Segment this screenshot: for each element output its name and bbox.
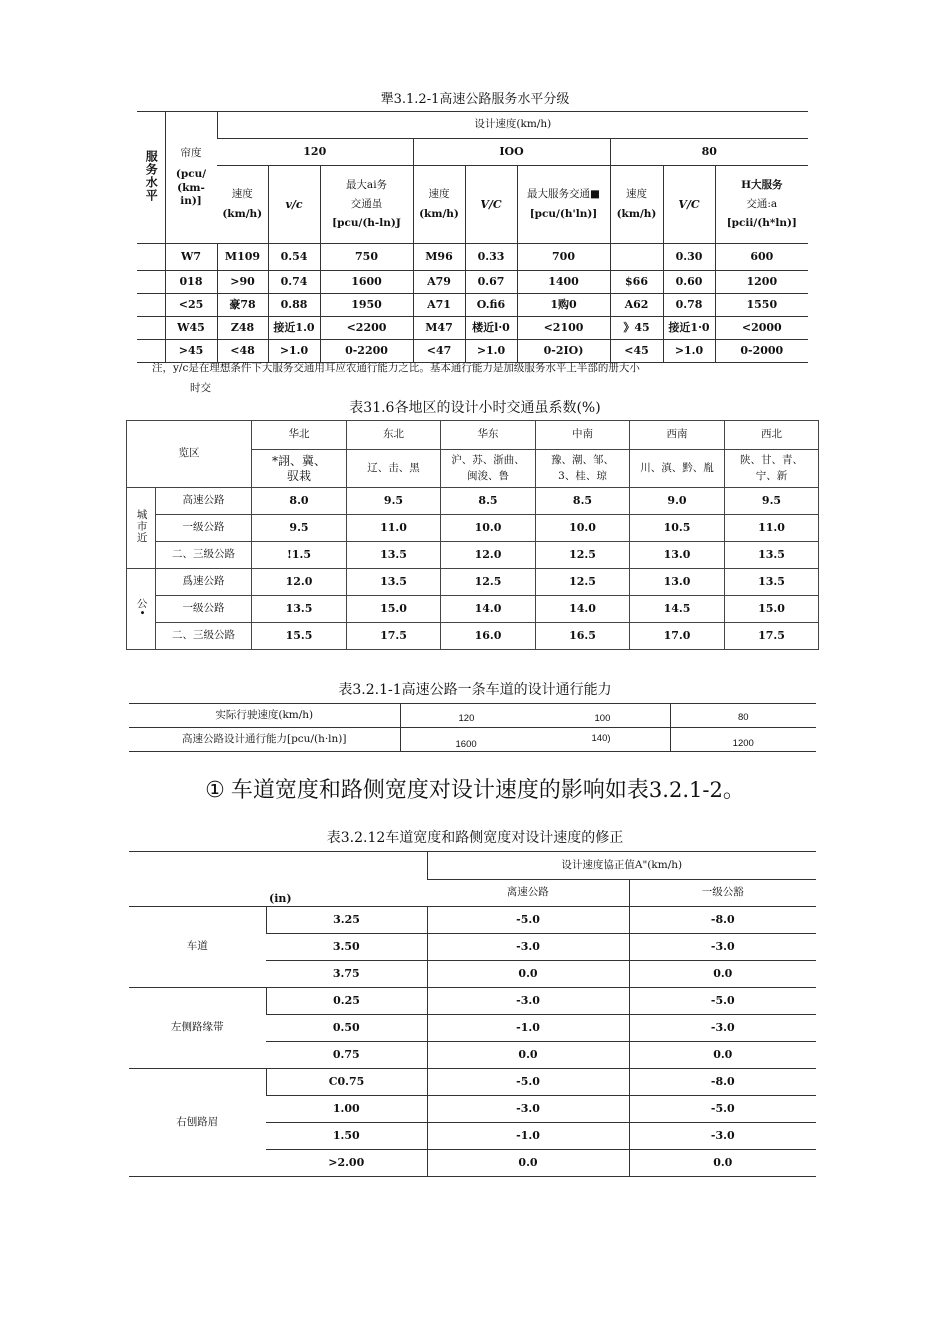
table1-cell: 0.78 xyxy=(663,294,715,317)
table1-cell: O.fi6 xyxy=(465,294,517,317)
factor-value: 11.0 xyxy=(725,515,819,542)
factor-value: 16.0 xyxy=(441,623,536,650)
factor-value: 15.0 xyxy=(725,596,819,623)
factor-value: 13.5 xyxy=(347,569,441,596)
correction-value: 0.0 xyxy=(427,1150,629,1177)
vc-subheader: V/C xyxy=(663,166,715,244)
correction-value: 0.0 xyxy=(629,961,816,988)
max-flow-subheader: 最大服务交通■ [pcu/(h'ln)] xyxy=(517,166,610,244)
factor-value: 9.5 xyxy=(347,488,441,515)
factor-row xyxy=(127,542,819,569)
correction-value: -3.0 xyxy=(427,1096,629,1123)
table1-cell: <47 xyxy=(413,340,465,363)
table1-cell: W45 xyxy=(165,317,217,340)
table1-cell: 600 xyxy=(715,244,808,271)
table1-cell: 楼近l·0 xyxy=(465,317,517,340)
factor-row xyxy=(127,569,819,596)
road-class-label: 高速公路 xyxy=(156,488,252,515)
table1-cell: <2200 xyxy=(320,317,413,340)
correction-value: -3.0 xyxy=(629,934,816,961)
table1-cell: 0.88 xyxy=(268,294,320,317)
service-level-cell xyxy=(137,294,165,317)
correction-value: -3.0 xyxy=(427,988,629,1015)
capacity-value-80: 1200 xyxy=(670,728,816,752)
table1-cell: $66 xyxy=(610,271,663,294)
width-value: 3.75 xyxy=(266,961,427,988)
factor-value: 8.0 xyxy=(252,488,347,515)
correction-value: 0.0 xyxy=(427,1042,629,1069)
table1-cell: 接近1.0 xyxy=(268,317,320,340)
speed-80-header: 80 xyxy=(610,139,808,166)
factor-value: 13.0 xyxy=(630,542,725,569)
table1-note: 注，y/c是在理想条件下大服务交通用耳应农通行能力之比。基本通行能力是加级服务水平上半部的册大小 xyxy=(152,362,640,374)
correction-value: -8.0 xyxy=(629,907,816,934)
factor-value: 13.0 xyxy=(630,569,725,596)
area-group-label: 公• xyxy=(127,569,156,650)
factor-value: 17.5 xyxy=(725,623,819,650)
max-flow-subheader: H大服务 交通:a [pcii/(h*ln)] xyxy=(715,166,808,244)
correction-value: 0.0 xyxy=(629,1150,816,1177)
correction-value: -1.0 xyxy=(427,1123,629,1150)
service-level-row xyxy=(137,244,808,271)
table1-cell: W7 xyxy=(165,244,217,271)
road-class-label: 二、三级公路 xyxy=(156,623,252,650)
table1-cell: <2000 xyxy=(715,317,808,340)
correction-value: -3.0 xyxy=(629,1015,816,1042)
factor-value: 14.5 xyxy=(630,596,725,623)
region-north-china: 华北 xyxy=(252,421,347,450)
table1-cell: 018 xyxy=(165,271,217,294)
table2-caption: 表31.6各地区的设计小时交通虽系数(%) xyxy=(349,400,601,416)
speed-100-header: IOO xyxy=(413,139,610,166)
table1-cell: M96 xyxy=(413,244,465,271)
factor-value: 9.5 xyxy=(252,515,347,542)
expressway-header: 离速公路 xyxy=(427,880,629,907)
factor-value: 9.0 xyxy=(630,488,725,515)
width-group-label: 车道 xyxy=(129,907,266,988)
table4-caption: 表3.2.12车道宽度和路侧宽度对设计速度的修正 xyxy=(326,830,624,846)
service-level-row xyxy=(137,317,808,340)
table1-cell: 0-2IO) xyxy=(517,340,610,363)
correction-value: -1.0 xyxy=(427,1015,629,1042)
table1-cell: 750 xyxy=(320,244,413,271)
hourly-factor-table xyxy=(126,420,819,650)
road-class-label: 一级公路 xyxy=(156,515,252,542)
correction-value: -3.0 xyxy=(629,1123,816,1150)
width-value: C0.75 xyxy=(266,1069,427,1096)
lane-capacity-table xyxy=(129,703,816,752)
correction-value: -5.0 xyxy=(629,1096,816,1123)
table1-cell: 1550 xyxy=(715,294,808,317)
table1-cell: <25 xyxy=(165,294,217,317)
service-level-cell xyxy=(137,271,165,294)
factor-value: 11.0 xyxy=(347,515,441,542)
correction-value: -3.0 xyxy=(427,934,629,961)
factor-value: 13.5 xyxy=(725,569,819,596)
table1-cell: 0.67 xyxy=(465,271,517,294)
table1-cell: A79 xyxy=(413,271,465,294)
capacity-values: 1600 140) xyxy=(400,728,670,752)
correction-value: -5.0 xyxy=(629,988,816,1015)
factor-value: 17.0 xyxy=(630,623,725,650)
correction-header: 设计速度協正值A"(km/h) xyxy=(427,852,816,880)
correction-value: -8.0 xyxy=(629,1069,816,1096)
factor-value: 12.0 xyxy=(441,542,536,569)
provinces-north-china: *詡、冀、 驭栽 xyxy=(252,450,347,488)
width-value: 1.50 xyxy=(266,1123,427,1150)
correction-row xyxy=(129,907,816,934)
table1-cell: 0-2000 xyxy=(715,340,808,363)
density-header: 帘度 (pcu/ (km- in)] xyxy=(165,112,217,244)
table1-cell: 0.60 xyxy=(663,271,715,294)
table3-caption: 表3.2.1-1高速公路一条车道的设计通行能力 xyxy=(338,682,612,698)
speed-row-label: 实际行驶速度(km/h) xyxy=(129,704,400,728)
speed-values: 120 100 xyxy=(400,704,670,728)
table1-cell xyxy=(610,244,663,271)
region-southwest: 西南 xyxy=(630,421,725,450)
table1-cell: >1.0 xyxy=(663,340,715,363)
table1-cell: >90 xyxy=(217,271,268,294)
table1-cell: 700 xyxy=(517,244,610,271)
factor-row xyxy=(127,488,819,515)
design-speed-header: 设计速度(km/h) xyxy=(217,112,808,139)
factor-value: 15.0 xyxy=(347,596,441,623)
region-northeast: 东北 xyxy=(347,421,441,450)
factor-value: 17.5 xyxy=(347,623,441,650)
service-level-header: 服务水平 xyxy=(144,149,159,202)
table1-cell: 0.74 xyxy=(268,271,320,294)
table1-cell: 》45 xyxy=(610,317,663,340)
factor-value: 9.5 xyxy=(725,488,819,515)
factor-value: 13.5 xyxy=(725,542,819,569)
service-level-row xyxy=(137,271,808,294)
region-east-china: 华东 xyxy=(441,421,536,450)
service-level-cell xyxy=(137,317,165,340)
road-class-label: 一级公路 xyxy=(156,596,252,623)
table1-cell: >45 xyxy=(165,340,217,363)
vc-subheader: V/C xyxy=(465,166,517,244)
table1-note-continued: 时交 xyxy=(190,382,211,394)
provinces-east-china: 沪、苏、浙曲、 闽浚、鲁 xyxy=(441,450,536,488)
service-level-table xyxy=(137,111,808,363)
factor-value: 13.5 xyxy=(347,542,441,569)
factor-value: 14.0 xyxy=(441,596,536,623)
speed-subheader: 速度 (km/h) xyxy=(610,166,663,244)
table1-cell: 1购0 xyxy=(517,294,610,317)
factor-row xyxy=(127,515,819,542)
vc-subheader: v/c xyxy=(268,166,320,244)
correction-value: 0.0 xyxy=(427,961,629,988)
factor-value: 10.0 xyxy=(441,515,536,542)
table1-cell: 0.30 xyxy=(663,244,715,271)
road-class-label: 二、三级公路 xyxy=(156,542,252,569)
table1-cell: Z48 xyxy=(217,317,268,340)
width-value: 0.50 xyxy=(266,1015,427,1042)
table1-cell: 接近1·0 xyxy=(663,317,715,340)
factor-value: 12.5 xyxy=(536,569,630,596)
service-level-cell xyxy=(137,244,165,271)
table1-cell: M47 xyxy=(413,317,465,340)
table1-cell: A71 xyxy=(413,294,465,317)
factor-value: 13.5 xyxy=(252,596,347,623)
width-value: 1.00 xyxy=(266,1096,427,1123)
speed-120-header: 120 xyxy=(217,139,413,166)
width-value: 0.75 xyxy=(266,1042,427,1069)
max-flow-subheader: 最大ai务 交通虽 [pcu/(h-ln)J xyxy=(320,166,413,244)
road-class-label: 爲速公路 xyxy=(156,569,252,596)
table1-cell: M109 xyxy=(217,244,268,271)
factor-value: !1.5 xyxy=(252,542,347,569)
width-value: 3.25 xyxy=(266,907,427,934)
table1-cell: >1.0 xyxy=(465,340,517,363)
provinces-southwest: 川、滇、黔、胤 xyxy=(630,450,725,488)
capacity-row-label: 高速公路设计通行能力[pcu/(h·ln)] xyxy=(129,728,400,752)
width-value: 0.25 xyxy=(266,988,427,1015)
correction-row xyxy=(129,1069,816,1096)
table1-cell: <48 xyxy=(217,340,268,363)
provinces-central-south: 豫、潮、邹、 3、桂、琼 xyxy=(536,450,630,488)
factor-value: 10.5 xyxy=(630,515,725,542)
correction-row xyxy=(129,988,816,1015)
table1-cell: 1400 xyxy=(517,271,610,294)
factor-value: 12.5 xyxy=(441,569,536,596)
table1-cell: 0.54 xyxy=(268,244,320,271)
table1-cell: 1950 xyxy=(320,294,413,317)
factor-value: 10.0 xyxy=(536,515,630,542)
table1-cell: <2100 xyxy=(517,317,610,340)
speed-subheader: 速度 (km/h) xyxy=(217,166,268,244)
table1-caption: 犟3.1.2-1高速公路服务水平分级 xyxy=(380,92,570,107)
provinces-northwest: 陕、甘、青、 宁、新 xyxy=(725,450,819,488)
factor-value: 14.0 xyxy=(536,596,630,623)
section-heading: ① 车道宽度和路侧宽度对设计速度的影响如表3.2.1-2。 xyxy=(205,778,745,803)
factor-value: 8.5 xyxy=(441,488,536,515)
region-central-south: 中南 xyxy=(536,421,630,450)
table1-cell: A62 xyxy=(610,294,663,317)
correction-value: -5.0 xyxy=(427,907,629,934)
speed-value-80: 80 xyxy=(670,704,816,728)
factor-value: 15.5 xyxy=(252,623,347,650)
speed-subheader: 速度 (km/h) xyxy=(413,166,465,244)
table1-cell: <45 xyxy=(610,340,663,363)
area-group-label: 城市近 xyxy=(127,488,156,569)
region-northwest: 西北 xyxy=(725,421,819,450)
width-group-label: 左侧路缘带 xyxy=(129,988,266,1069)
speed-correction-table xyxy=(129,851,816,1177)
factor-value: 8.5 xyxy=(536,488,630,515)
table1-cell: 0-2200 xyxy=(320,340,413,363)
table1-cell: 1600 xyxy=(320,271,413,294)
provinces-northeast: 辽、击、黑 xyxy=(347,450,441,488)
table1-cell: 0.33 xyxy=(465,244,517,271)
factor-row xyxy=(127,623,819,650)
width-value: 3.50 xyxy=(266,934,427,961)
width-group-label: 右刨路眉 xyxy=(129,1069,266,1177)
table1-cell: >1.0 xyxy=(268,340,320,363)
factor-row xyxy=(127,596,819,623)
width-header: (in) xyxy=(129,852,427,907)
width-value: >2.00 xyxy=(266,1150,427,1177)
factor-value: 12.0 xyxy=(252,569,347,596)
factor-value: 16.5 xyxy=(536,623,630,650)
factor-value: 12.5 xyxy=(536,542,630,569)
class1-road-header: 一级公豁 xyxy=(629,880,816,907)
correction-value: -5.0 xyxy=(427,1069,629,1096)
region-header: 览区 xyxy=(127,421,252,488)
correction-value: 0.0 xyxy=(629,1042,816,1069)
table1-cell: 1200 xyxy=(715,271,808,294)
table1-cell: 豪78 xyxy=(217,294,268,317)
service-level-row xyxy=(137,294,808,317)
